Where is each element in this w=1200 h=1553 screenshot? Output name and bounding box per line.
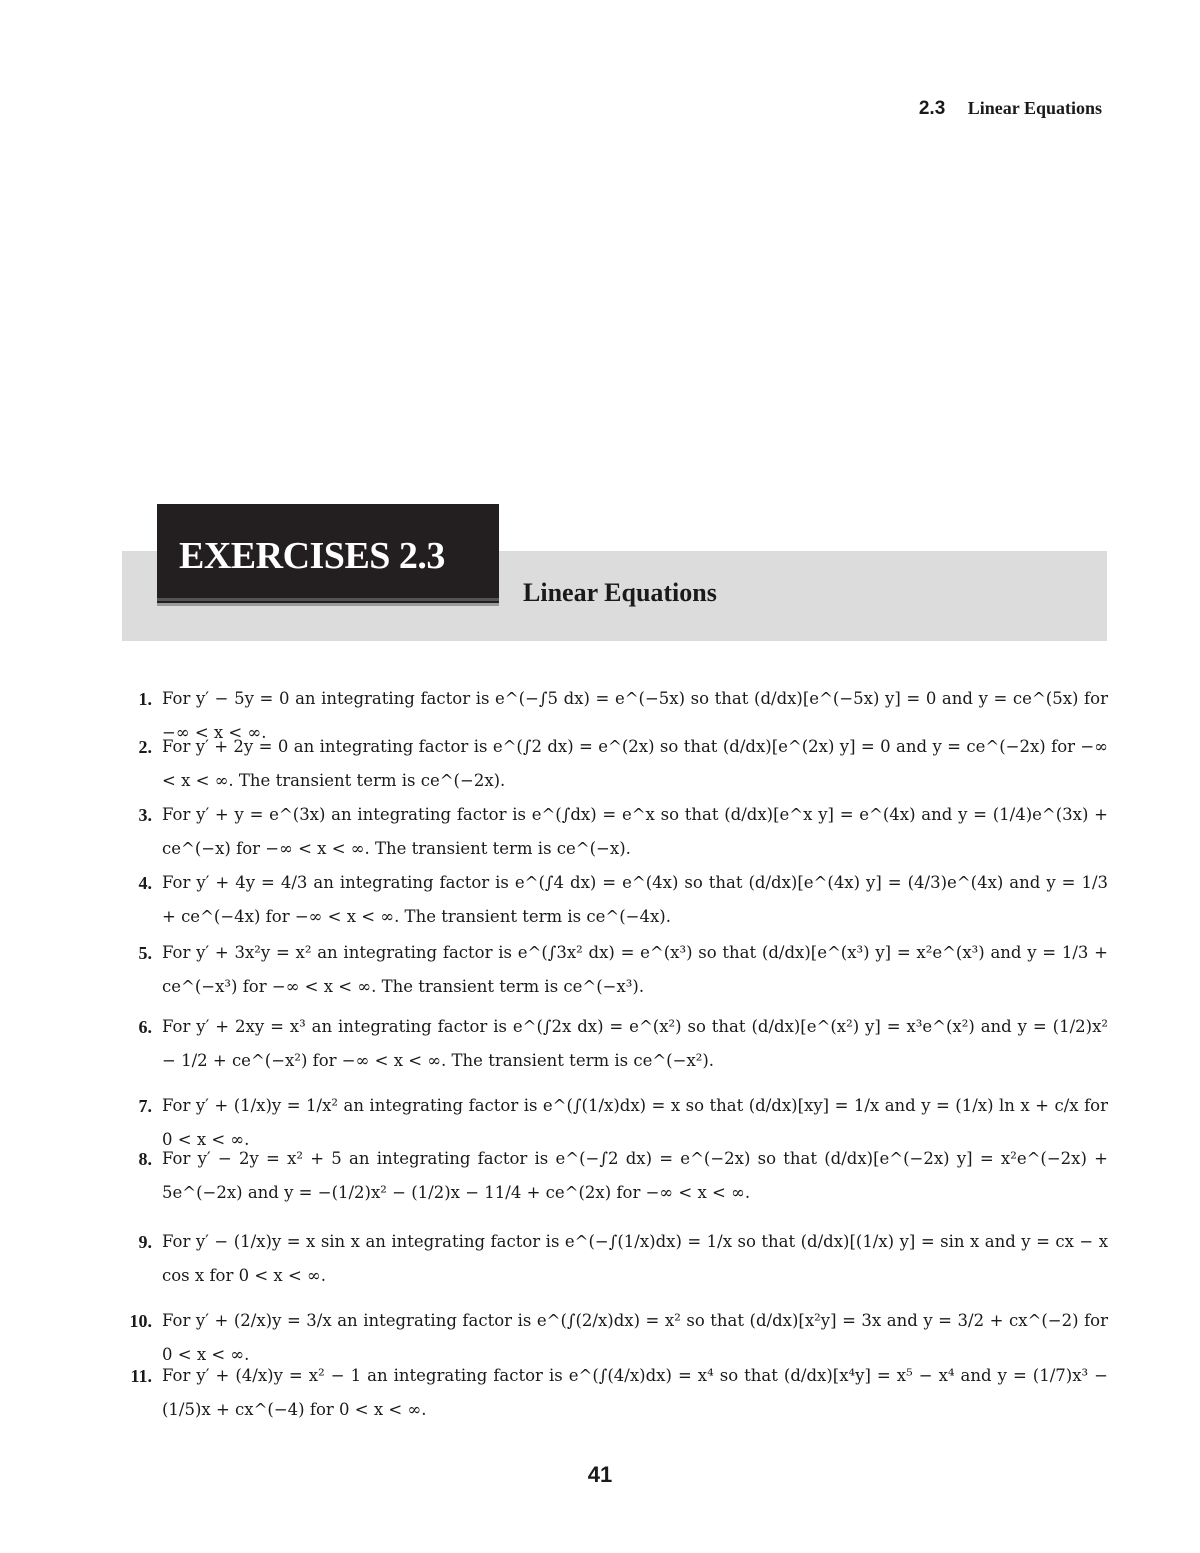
title-rule-dark xyxy=(157,598,499,601)
exercise-text: For y′ + (2/x)y = 3/x an integrating factor is e^(∫(2/x)dx) = x² so that (d/dx)[x²y] = 3x and y = 3/2 + cx^(−2) for 0 < x < ∞. xyxy=(162,1311,1108,1364)
exercise-text: For y′ + 3x²y = x² an integrating factor is e^(∫3x² dx) = e^(x³) so that (d/dx)[e^(x³) y] = x²e^(x³) and y = 1/3 + ce^(−x³) for −∞ < x < ∞. The transient term is ce^(−x³). xyxy=(162,943,1108,996)
exercise-number: 8. xyxy=(138,1149,152,1169)
exercise-number: 7. xyxy=(138,1096,152,1116)
exercise-9 xyxy=(120,1225,1108,1293)
exercise-number: 1. xyxy=(138,689,152,709)
exercise-number: 6. xyxy=(138,1017,152,1037)
running-head xyxy=(919,98,1102,120)
exercise-number: 2. xyxy=(138,737,152,757)
exercises-title: EXERCISES 2.3 xyxy=(157,504,499,604)
exercise-2 xyxy=(120,730,1108,798)
exercise-number: 3. xyxy=(138,805,152,825)
title-rule-light xyxy=(157,603,499,606)
exercise-text: For y′ + y = e^(3x) an integrating factor is e^(∫dx) = e^x so that (d/dx)[e^x y] = e^(4x) and y = (1/4)e^(3x) + ce^(−x) for −∞ < x < ∞. The transient term is ce^(−x). xyxy=(162,805,1108,858)
exercise-number: 5. xyxy=(138,943,152,963)
page-number: 41 xyxy=(587,1462,613,1487)
exercise-number: 11. xyxy=(130,1366,152,1386)
exercise-text: For y′ − (1/x)y = x sin x an integrating factor is e^(−∫(1/x)dx) = 1/x so that (d/dx)[(1/x) y] = sin x and y = cx − x cos x for 0 < x < ∞. xyxy=(162,1232,1108,1285)
exercise-text: For y′ − 5y = 0 an integrating factor is e^(−∫5 dx) = e^(−5x) so that (d/dx)[e^(−5x) y] = 0 and y = ce^(5x) for −∞ < x < ∞. xyxy=(162,689,1108,742)
exercise-11 xyxy=(120,1359,1108,1427)
exercise-6 xyxy=(120,1010,1108,1078)
exercise-text: For y′ − 2y = x² + 5 an integrating factor is e^(−∫2 dx) = e^(−2x) so that (d/dx)[e^(−2x) y] = x²e^(−2x) + 5e^(−2x) and y = −(1/2)x² − (1/2)x − 11/4 + ce^(2x) for −∞ < x < ∞. xyxy=(162,1149,1108,1202)
exercises-subtitle: Linear Equations xyxy=(523,578,717,607)
section-number: 2.3 xyxy=(918,98,946,119)
section-title: Linear Equations xyxy=(967,98,1102,118)
exercise-5 xyxy=(120,936,1108,1004)
exercise-text: For y′ + (4/x)y = x² − 1 an integrating factor is e^(∫(4/x)dx) = x⁴ so that (d/dx)[x⁴y] = x⁵ − x⁴ and y = (1/7)x³ − (1/5)x + cx^(−4) for 0 < x < ∞. xyxy=(162,1366,1108,1419)
exercise-text: For y′ + 4y = 4/3 an integrating factor is e^(∫4 dx) = e^(4x) so that (d/dx)[e^(4x) y] = (4/3)e^(4x) and y = 1/3 + ce^(−4x) for −∞ < x < ∞. The transient term is ce^(−4x). xyxy=(162,873,1108,926)
exercise-number: 10. xyxy=(129,1311,152,1331)
exercise-text: For y′ + 2y = 0 an integrating factor is e^(∫2 dx) = e^(2x) so that (d/dx)[e^(2x) y] = 0 and y = ce^(−2x) for −∞ < x < ∞. The transient term is ce^(−2x). xyxy=(162,737,1108,790)
title-rules xyxy=(157,598,499,608)
exercise-4 xyxy=(120,866,1108,934)
exercise-number: 9. xyxy=(138,1232,152,1252)
exercise-number: 4. xyxy=(138,873,152,893)
exercise-text: For y′ + (1/x)y = 1/x² an integrating factor is e^(∫(1/x)dx) = x so that (d/dx)[xy] = 1/x and y = (1/x) ln x + c/x for 0 < x < ∞. xyxy=(162,1096,1108,1149)
exercise-text: For y′ + 2xy = x³ an integrating factor is e^(∫2x dx) = e^(x²) so that (d/dx)[e^(x²) y] = x³e^(x²) and y = (1/2)x² − 1/2 + ce^(−x²) for −∞ < x < ∞. The transient term is ce^(−x²). xyxy=(162,1017,1108,1070)
exercise-3 xyxy=(120,798,1108,866)
exercise-8 xyxy=(120,1142,1108,1210)
